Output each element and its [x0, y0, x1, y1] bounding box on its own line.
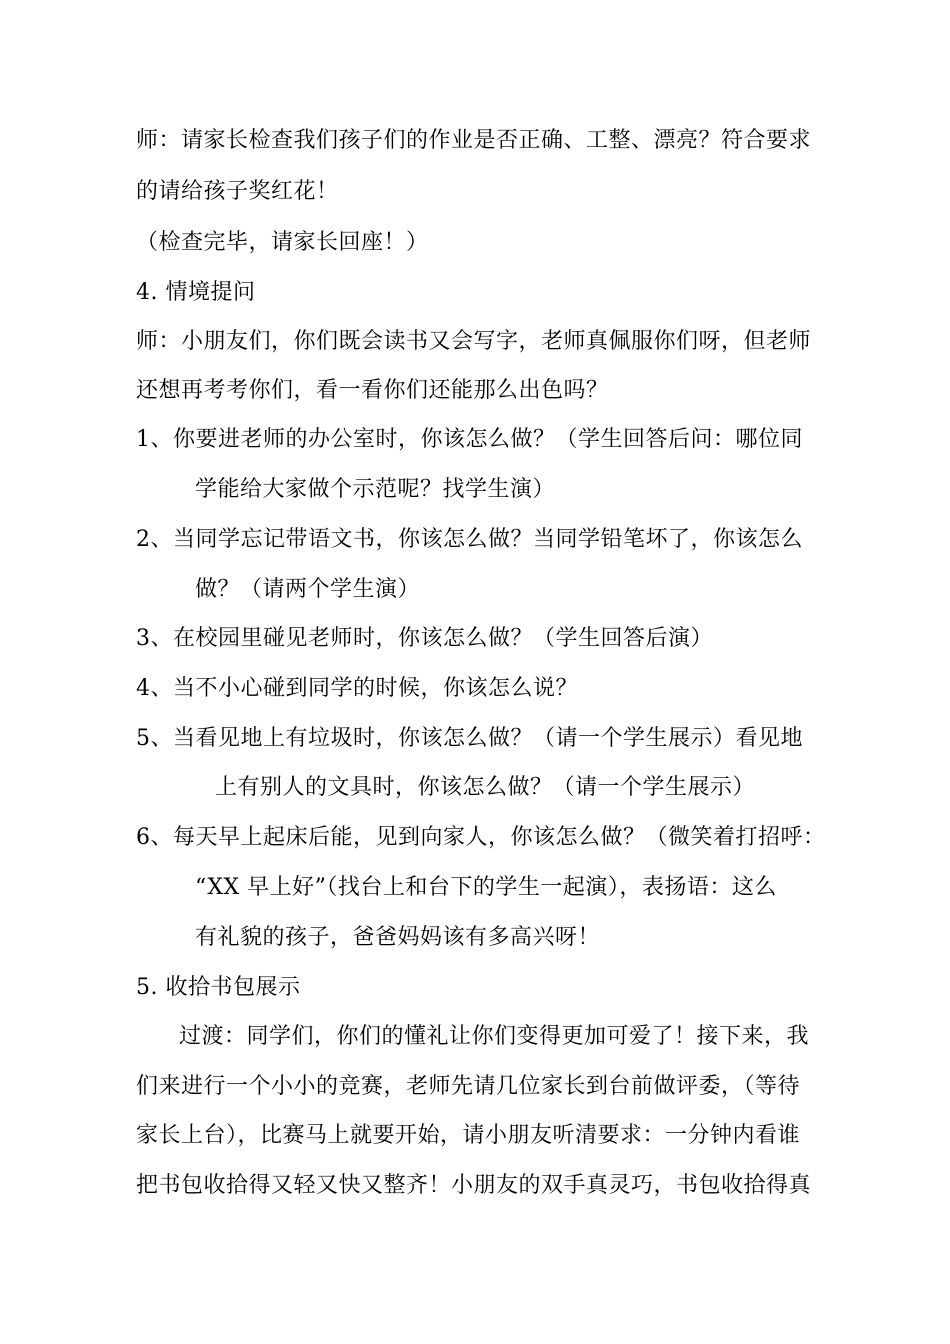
- text-line: 家长上台），比赛马上就要开始，请小朋友听清要求：一分钟内看谁: [136, 1123, 801, 1148]
- text-line: 的请给孩子奖红花！: [136, 179, 339, 204]
- list-item-continuation: 做？（请两个学生演）: [195, 577, 421, 602]
- text-line: 师：小朋友们，你们既会读书又会写字，老师真佩服你们呀，但老师: [136, 329, 812, 354]
- list-item-continuation: 有礼貌的孩子，爸爸妈妈该有多高兴呀！: [195, 925, 601, 950]
- list-item: 3、在校园里碰见老师时，你该怎么做？（学生回答后演）: [136, 626, 713, 651]
- section-heading: 4. 情境提问: [136, 280, 256, 305]
- text-line: 师：请家长检查我们孩子们的作业是否正确、工整、漂亮？符合要求: [136, 128, 812, 153]
- text-line: 把书包收拾得又轻又快又整齐！小朋友的双手真灵巧，书包收拾得真: [136, 1173, 812, 1198]
- text-line: 还想再考考你们，看一看你们还能那么出色吗？: [136, 378, 609, 403]
- list-item: 4、当不小心碰到同学的时候，你该怎么说？: [136, 676, 578, 701]
- section-heading: 5. 收拾书包展示: [136, 975, 301, 1000]
- list-item-continuation: “XX 早上好”（找台上和台下的学生一起演），表扬语：这么: [195, 875, 777, 900]
- list-item-continuation: 上有别人的文具时，你该怎么做？（请一个学生展示）: [215, 775, 756, 800]
- list-item: 6、每天早上起床后能，见到向家人，你该怎么做？（微笑着打招呼：: [136, 825, 826, 850]
- list-item: 5、当看见地上有垃圾时，你该怎么做？（请一个学生展示）看见地: [136, 726, 803, 751]
- text-line: 们来进行一个小小的竞赛，老师先请几位家长到台前做评委，（等待: [136, 1074, 801, 1099]
- text-line: 过渡：同学们，你们的懂礼让你们变得更加可爱了！接下来，我: [179, 1024, 810, 1049]
- text-line: （检查完毕，请家长回座！）: [136, 230, 429, 255]
- list-item: 2、当同学忘记带语文书，你该怎么做？当同学铅笔坏了，你该怎么: [136, 527, 803, 552]
- list-item: 1、你要进老师的办公室时，你该怎么做？（学生回答后问：哪位同: [136, 427, 803, 452]
- list-item-continuation: 学能给大家做个示范呢？找学生演）: [195, 477, 556, 502]
